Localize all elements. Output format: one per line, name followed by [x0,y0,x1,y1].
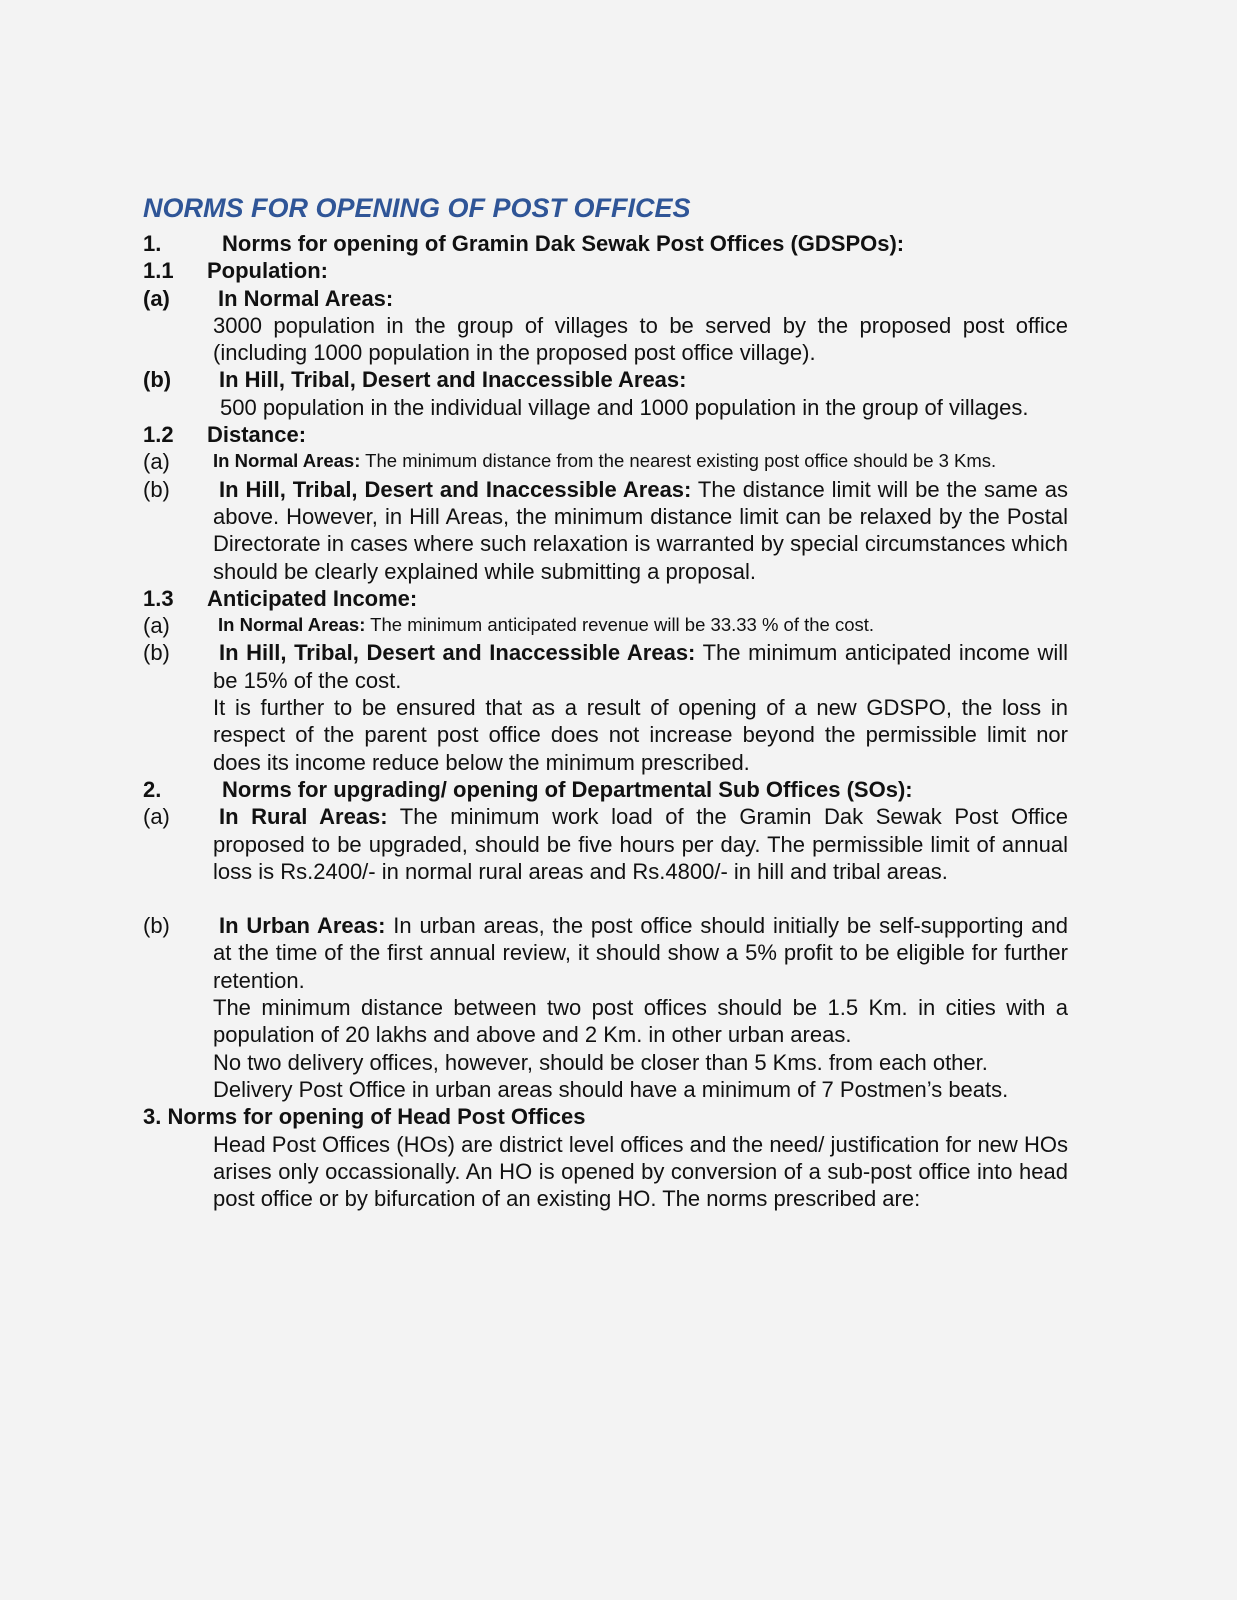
page-title: NORMS FOR OPENING OF POST OFFICES [143,193,691,223]
section-1-3-b: (b) In Hill, Tribal, Desert and Inaccessible Areas: The minimum anticipated income will be 15% of the cost. [143,640,1068,693]
section-1-1-b-heading: (b) In Hill, Tribal, Desert and Inaccessible Areas: [143,367,687,393]
section-1-1-a-heading: (a) In Normal Areas: [143,285,394,311]
section-1-2-a: (a) In Normal Areas: The minimum distance from the nearest existing post office should be 3 Kms. [143,449,997,475]
section-2-b-distance: The minimum distance between two post offices should be 1.5 Km. in cities with a population of 20 lakhs and above and 2 Km. in other urban areas. [213,995,1068,1048]
section-3-heading: 3. Norms for opening of Head Post Offices [143,1104,586,1130]
section-1-3-heading: 1.3 Anticipated Income: [143,585,418,611]
section-1-2-heading: 1.2 Distance: [143,422,307,448]
section-1-3-b-note: It is further to be ensured that as a result of opening of a new GDSPO, the loss in respect of the parent post office does not increase beyond the permissible limit nor does its income reduce below the minimum prescribed. [213,695,1068,775]
section-1-2-b: (b) In Hill, Tribal, Desert and Inaccessible Areas: The distance limit will be the same as above. However, in Hill Areas, the minimum distance limit can be relaxed by the Postal Directorate in cases where such relaxation is warranted by special circumstances which should be clearly explained while submitting a proposal. [143,476,1068,584]
section-1-heading: 1. Norms for opening of Gramin Dak Sewak Post Offices (GDSPOs): [143,231,905,256]
document-page [143,190,1068,1212]
section-2-a: (a) In Rural Areas: The minimum work load of the Gramin Dak Sewak Post Office proposed to be upgraded, should be five hours per day. The permissible limit of annual loss is Rs.2400/- in normal rural areas and Rs.4800/- in hill and tribal areas. [143,804,1069,884]
section-1-1-heading: 1.1 Population: [143,258,328,284]
section-1-3-a: (a) In Normal Areas: The minimum anticipated revenue will be 33.33 % of the cost. [143,613,875,639]
section-1-1-b-text: 500 population in the individual village and 1000 population in the group of villages. [220,394,1029,420]
section-2-b: (b) In Urban Areas: In urban areas, the post office should initially be self-supporting and at the time of the first annual review, it should show a 5% profit to be eligible for further retention. [143,913,1068,993]
section-2-heading: 2. Norms for upgrading/ opening of Departmental Sub Offices (SOs): [143,776,913,802]
section-2-b-delivery: No two delivery offices, however, should be closer than 5 Kms. from each other. [213,1049,988,1075]
section-2-b-postmen: Delivery Post Office in urban areas should have a minimum of 7 Postmen’s beats. [213,1076,1009,1102]
section-1-1-a-text: 3000 population in the group of villages to be served by the proposed post office (including 1000 population in the proposed post office village). [213,312,1068,366]
section-3-text: Head Post Offices (HOs) are district level offices and the need/ justification for new HOs arises only occassionally. An HO is opened by conversion of a sub-post office into head post office or by bifurcation of an existing HO. The norms prescribed are: [213,1131,1068,1212]
